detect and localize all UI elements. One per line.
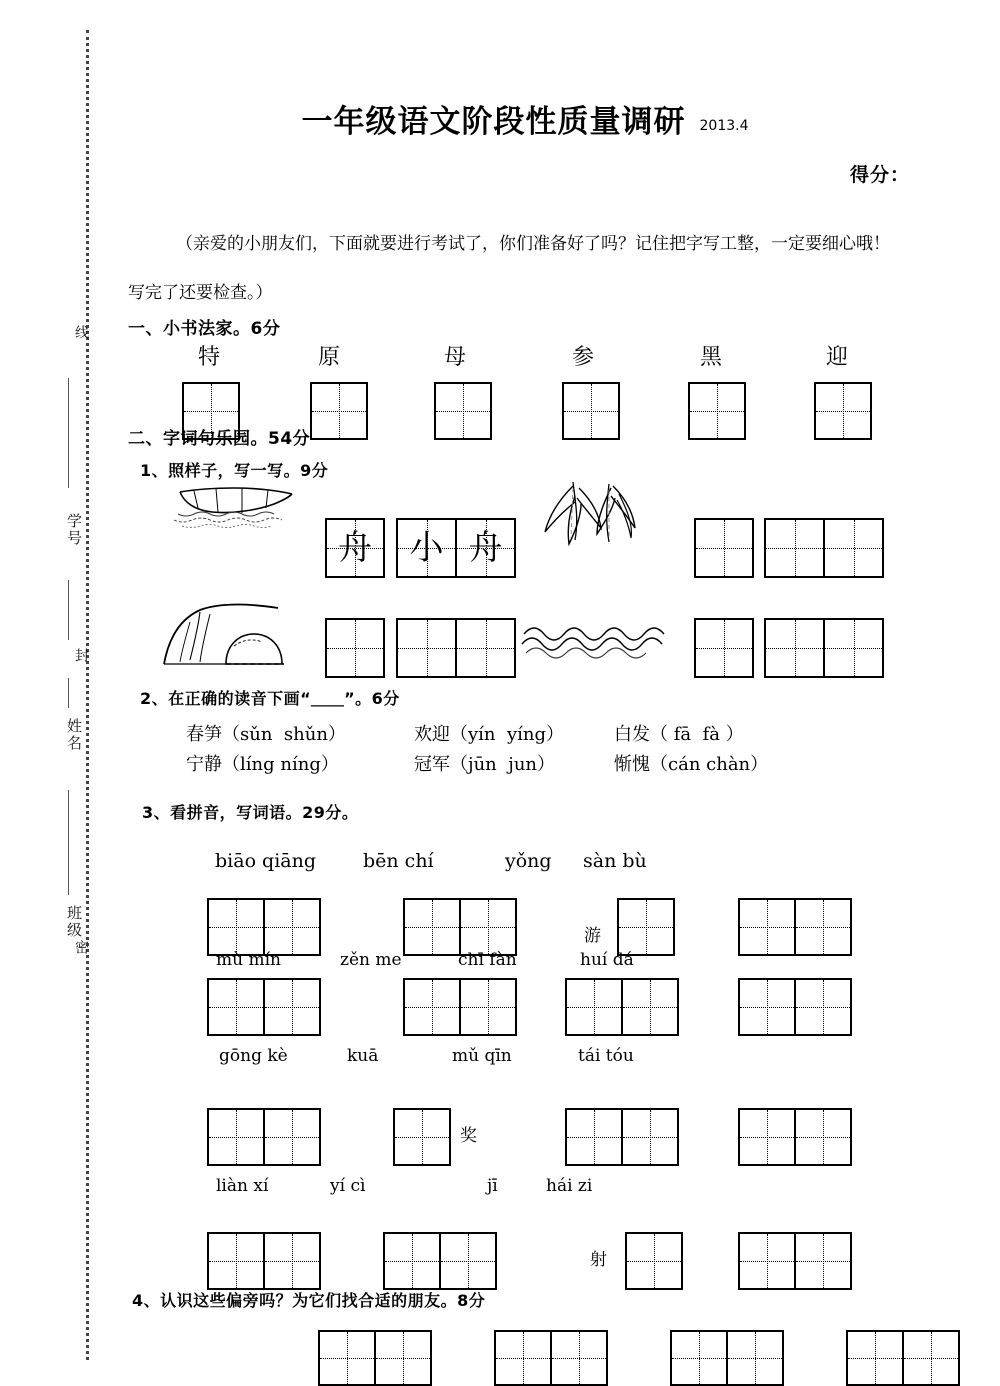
pinyin-choice-word: 春笋 [186, 724, 222, 745]
writing-box[interactable] [738, 978, 852, 1036]
seal-char-mi: 密 [73, 940, 89, 954]
pinyin-choice-paren-open: （ [222, 724, 240, 745]
writing-box[interactable] [688, 382, 746, 440]
pinyin-label: gōng kè [219, 1046, 288, 1066]
example-writing-box-double [396, 518, 516, 578]
pinyin-choice-option[interactable]: jūn [468, 754, 497, 775]
pinyin-choice-paren-close: ） [725, 724, 744, 745]
pinyin-label: jī [487, 1176, 498, 1196]
seal-rule-4 [68, 790, 69, 895]
grid-cell[interactable] [740, 1110, 796, 1164]
grid-cell[interactable] [376, 1332, 430, 1384]
writing-box[interactable] [383, 1232, 497, 1290]
grid-cell[interactable] [672, 1332, 728, 1384]
calligraphy-char-3: 母 [444, 345, 467, 370]
seal-dotted-line [86, 30, 89, 1360]
question-heading-3: 3、看拼音，写词语。29分。 [142, 803, 359, 822]
grid-cell[interactable] [209, 1110, 265, 1164]
grid-cell[interactable] [436, 384, 490, 438]
seal-field-class: 班级 [65, 905, 83, 939]
seal-field-name: 姓名 [65, 718, 83, 752]
grid-cell[interactable] [405, 900, 461, 954]
seal-char-xian: 线 [73, 325, 89, 339]
question-heading-4: 4、认识这些偏旁吗？为它们找合适的朋友。8分 [132, 1291, 486, 1310]
grid-cell[interactable] [567, 1110, 623, 1164]
writing-box[interactable] [403, 978, 517, 1036]
hint-char-jiang: 奖 [460, 1126, 477, 1146]
pinyin-choice-option[interactable]: yíng [506, 724, 547, 745]
writing-box[interactable] [434, 382, 492, 440]
bamboo-drawing [535, 478, 665, 558]
score-label: 得分： [849, 164, 910, 186]
pinyin-choice-item[interactable] [186, 756, 339, 774]
writing-box[interactable] [764, 518, 884, 578]
calligraphy-char-5: 黑 [700, 345, 723, 370]
pinyin-label: zěn me [340, 950, 402, 970]
pinyin-label: bēn chí [363, 850, 434, 872]
writing-box[interactable] [694, 618, 754, 678]
grid-cell[interactable] [441, 1234, 495, 1288]
grid-cell[interactable] [209, 900, 265, 954]
pinyin-choice-paren-open: （ [450, 724, 468, 745]
grid-cell[interactable] [265, 1110, 319, 1164]
hint-char-you: 游 [584, 926, 601, 946]
pinyin-choice-word: 白发 [614, 724, 650, 745]
calligraphy-char-1: 特 [198, 345, 221, 370]
pinyin-choice-word: 宁静 [186, 754, 222, 775]
seal-rule-3 [68, 678, 69, 708]
grid-cell[interactable] [327, 620, 383, 676]
pinyin-label: liàn xí [216, 1176, 269, 1196]
pinyin-label: tái tóu [578, 1046, 634, 1066]
grid-cell[interactable] [312, 384, 366, 438]
pinyin-choice-option[interactable]: jun [508, 754, 538, 775]
writing-box[interactable] [318, 1330, 432, 1386]
pinyin-label: huí dá [580, 950, 634, 970]
grid-cell[interactable] [398, 620, 457, 676]
writing-box[interactable] [625, 1232, 683, 1290]
writing-box[interactable] [565, 978, 679, 1036]
pinyin-choice-word: 惭愧 [614, 754, 650, 775]
grid-cell[interactable] [825, 620, 882, 676]
grid-cell[interactable] [564, 384, 618, 438]
grid-cell[interactable] [209, 980, 265, 1034]
pinyin-choice-paren-open: （ [650, 724, 668, 745]
water-waves-drawing [520, 618, 670, 663]
pinyin-choice-paren-open: （ [222, 754, 240, 775]
grid-cell[interactable] [496, 1332, 552, 1384]
writing-box[interactable] [207, 978, 321, 1036]
grid-cell[interactable] [552, 1332, 606, 1384]
cliff-drawing [160, 602, 300, 670]
writing-box[interactable] [403, 898, 517, 956]
pinyin-choice-option[interactable]: chàn [706, 754, 751, 775]
seal-field-student-id: 学号 [65, 513, 83, 547]
hint-char-she: 射 [590, 1250, 607, 1270]
writing-box[interactable] [814, 382, 872, 440]
grid-cell[interactable] [461, 980, 515, 1034]
writing-box[interactable] [494, 1330, 608, 1386]
seal-rule-1 [68, 378, 69, 488]
grid-cell[interactable] [405, 980, 461, 1034]
writing-box[interactable] [764, 618, 884, 678]
writing-box[interactable] [738, 1232, 852, 1290]
page-title: 一年级语文阶段性质量调研 [301, 104, 686, 140]
pinyin-label: chī fàn [458, 950, 517, 970]
question-heading-2: 2、在正确的读音下画“＿＿”。6分 [140, 689, 400, 708]
pinyin-choice-paren-open: （ [650, 754, 668, 775]
grid-cell[interactable] [728, 1332, 782, 1384]
grid-cell[interactable] [457, 620, 514, 676]
grid-cell[interactable] [567, 980, 623, 1034]
pinyin-choice-item[interactable] [414, 756, 555, 774]
pinyin-label: yǒng [505, 850, 552, 872]
pinyin-choice-option[interactable]: sǔn [240, 724, 273, 745]
grid-cell[interactable] [796, 900, 850, 954]
grid-cell[interactable] [385, 1234, 441, 1288]
grid-cell[interactable] [796, 980, 850, 1034]
writing-box[interactable] [738, 1108, 852, 1166]
writing-box[interactable] [310, 382, 368, 440]
pinyin-label: kuā [347, 1046, 379, 1066]
grid-cell[interactable] [209, 1234, 265, 1288]
grid-cell[interactable] [461, 900, 515, 954]
grid-cell[interactable] [623, 980, 677, 1034]
grid-cell[interactable] [825, 520, 882, 576]
example-writing-box-single [325, 518, 385, 578]
grid-cell[interactable] [848, 1332, 904, 1384]
calligraphy-char-6: 迎 [826, 345, 849, 370]
grid-cell[interactable] [619, 900, 673, 954]
pinyin-choice-paren-close: ） [320, 754, 339, 775]
pinyin-label: biāo qiāng [215, 850, 317, 872]
writing-box[interactable] [738, 898, 852, 956]
grid-cell[interactable] [766, 520, 825, 576]
grid-cell[interactable] [395, 1110, 449, 1164]
writing-box[interactable] [670, 1330, 784, 1386]
grid-cell[interactable] [623, 1110, 677, 1164]
writing-box[interactable] [396, 618, 516, 678]
pinyin-choice-option[interactable]: cán [668, 754, 701, 775]
example-char-zhou: 舟 [338, 528, 372, 568]
writing-box[interactable] [325, 618, 385, 678]
section-heading-two: 二、字词句乐园。54分 [128, 429, 311, 449]
grid-cell[interactable] [904, 1332, 958, 1384]
grid-cell[interactable] [627, 1234, 681, 1288]
pinyin-choice-paren-close: ） [750, 754, 769, 775]
grid-cell[interactable] [265, 980, 319, 1034]
writing-box[interactable] [694, 518, 754, 578]
writing-box[interactable] [617, 898, 675, 956]
grid-cell[interactable] [796, 1110, 850, 1164]
calligraphy-char-2: 原 [318, 345, 341, 370]
pinyin-choice-word: 冠军 [414, 754, 450, 775]
grid-cell[interactable] [265, 900, 319, 954]
grid-cell [398, 520, 457, 576]
seal-margin [0, 0, 110, 1386]
question-heading-1: 1、照样子，写一写。9分 [140, 461, 329, 480]
pinyin-choice-item[interactable] [614, 756, 768, 774]
pinyin-label: yí cì [330, 1176, 366, 1196]
pinyin-label: mǔ qīn [452, 1046, 512, 1066]
grid-cell[interactable] [265, 1234, 319, 1288]
grid-cell[interactable] [740, 1234, 796, 1288]
page-date: 2013.4 [699, 117, 749, 134]
writing-box[interactable] [846, 1330, 960, 1386]
grid-cell[interactable] [796, 1234, 850, 1288]
grid-cell [457, 520, 514, 576]
writing-box[interactable] [207, 898, 321, 956]
pinyin-choice-paren-open: （ [450, 754, 468, 775]
pinyin-choice-option[interactable]: fà [702, 724, 720, 745]
example-char-xiao: 小 [409, 528, 444, 568]
pinyin-choice-option[interactable]: líng [240, 754, 275, 775]
grid-cell[interactable] [690, 384, 744, 438]
pinyin-choice-item[interactable] [614, 726, 744, 744]
pinyin-choice-paren-close: ） [537, 754, 556, 775]
pinyin-choice-item[interactable] [186, 726, 346, 744]
pinyin-label: mù mín [216, 950, 281, 970]
pinyin-label: sàn bù [583, 850, 647, 872]
pinyin-choice-option[interactable]: níng [280, 754, 321, 775]
writing-box[interactable] [562, 382, 620, 440]
grid-cell[interactable] [696, 620, 752, 676]
pinyin-choice-option[interactable]: yín [468, 724, 496, 745]
pinyin-label: hái zi [546, 1176, 593, 1196]
pinyin-choice-word: 欢迎 [414, 724, 450, 745]
grid-cell[interactable] [816, 384, 870, 438]
calligraphy-char-4: 参 [572, 345, 595, 370]
grid-cell[interactable] [740, 980, 796, 1034]
writing-box[interactable] [207, 1108, 321, 1166]
boat-drawing [172, 482, 302, 532]
seal-rule-2 [68, 580, 69, 640]
grid-cell[interactable] [696, 520, 752, 576]
section-heading-one: 一、小书法家。6分 [128, 319, 281, 339]
grid-cell [327, 520, 383, 576]
pinyin-choice-paren-close: ） [327, 724, 346, 745]
intro-paragraph: （亲爱的小朋友们，下面就要进行考试了，你们准备好了吗？记住把字写工整，一定要细心哦！写完了还要检查。） [128, 234, 890, 303]
page-title-row [110, 96, 940, 141]
grid-cell[interactable] [320, 1332, 376, 1384]
pinyin-choice-paren-close: ） [546, 724, 565, 745]
writing-box[interactable] [393, 1108, 451, 1166]
grid-cell[interactable] [740, 900, 796, 954]
pinyin-choice-option[interactable]: fā [673, 724, 692, 745]
pinyin-choice-item[interactable] [414, 726, 564, 744]
example-char-zhou2: 舟 [468, 528, 503, 568]
writing-box[interactable] [207, 1232, 321, 1290]
grid-cell[interactable] [766, 620, 825, 676]
writing-box[interactable] [565, 1108, 679, 1166]
seal-char-feng: 封 [73, 648, 89, 662]
pinyin-choice-option[interactable]: shǔn [283, 724, 328, 745]
